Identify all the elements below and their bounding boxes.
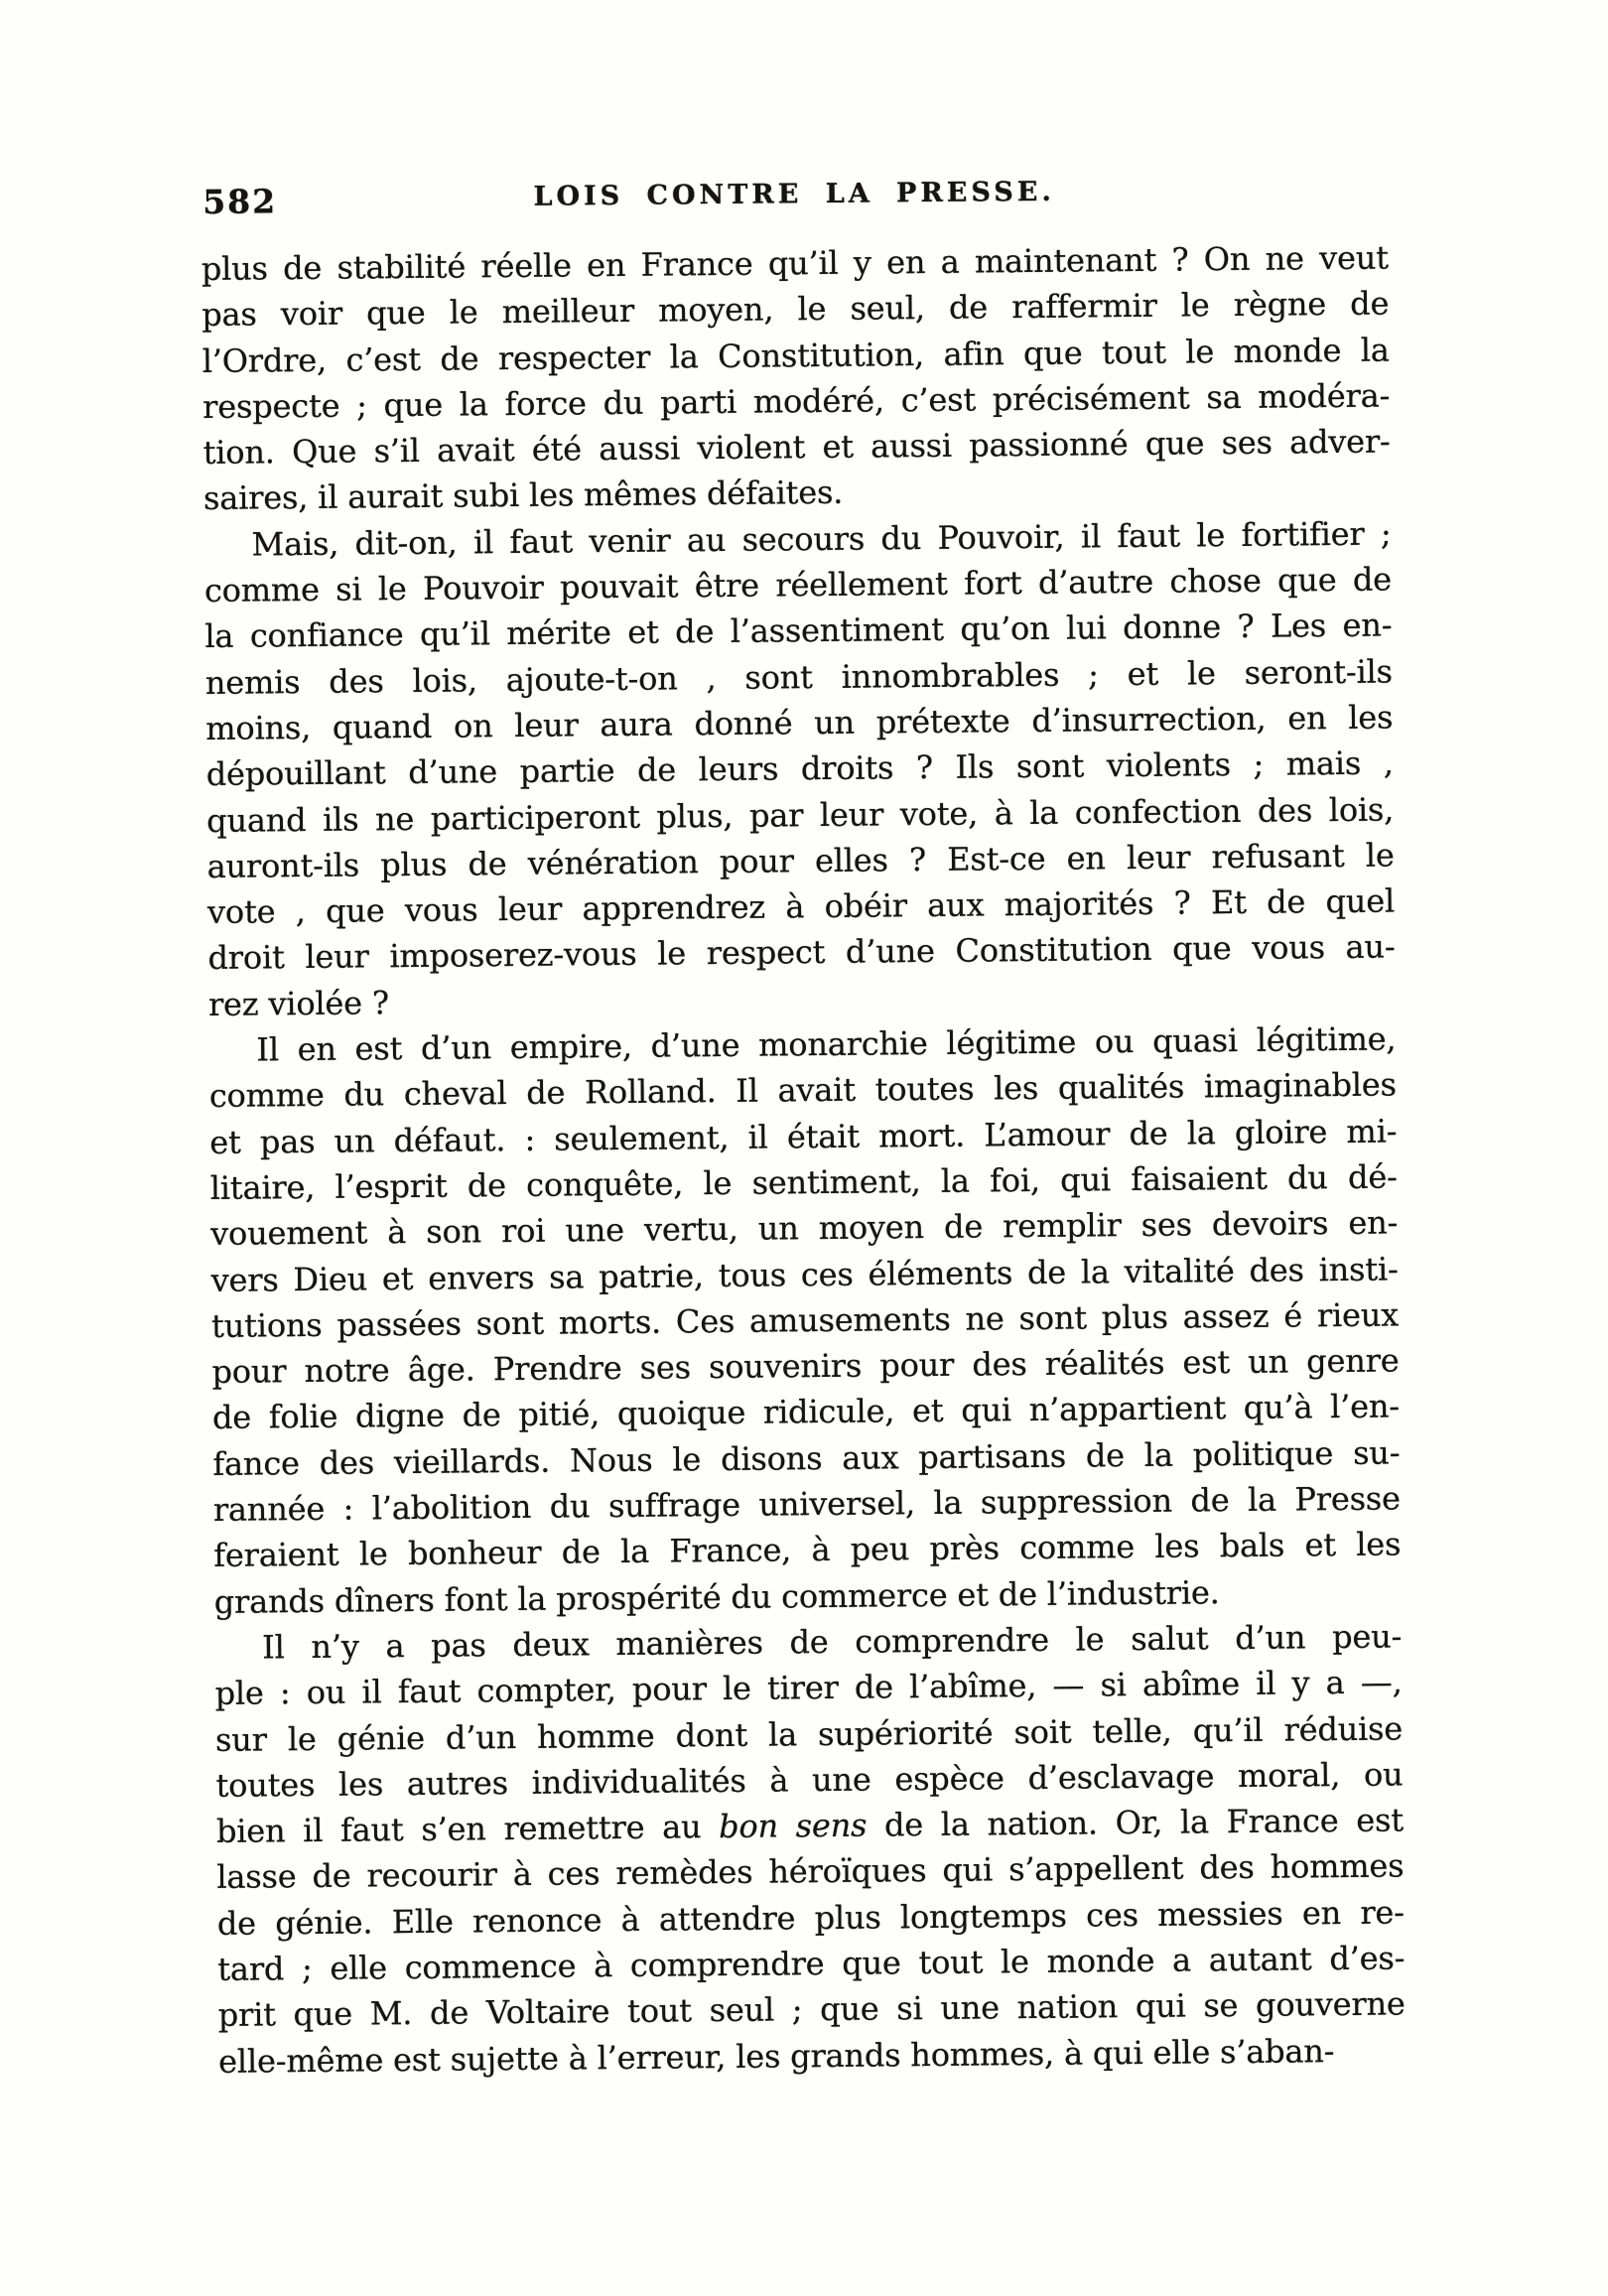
paragraph [203, 510, 1396, 1027]
text-line: l’Ordre, c’est de respecter la Constitution, afin que tout le monde la [201, 331, 1390, 380]
paragraph [214, 1613, 1406, 2084]
italic-text: bon sens [718, 1806, 868, 1846]
text-line: tutions passées sont morts. Ces amusements ne sont plus assez é rieux [210, 1295, 1400, 1345]
text-line: droit leur imposerez-vous le respect d’une Constitution que vous au- [207, 927, 1396, 978]
text-line: ple : ou il faut compter, pour le tirer de l’abîme, — si abîme il y a —, [214, 1663, 1403, 1713]
text-line: la confiance qu’il mérite et de l’assentiment qu’on lui donne ? Les en- [204, 606, 1393, 656]
text-line: nemis des lois, ajoute-t-on , sont innombrables ; et le seront-ils [204, 652, 1393, 702]
text-line: et pas un défaut. : seulement, il était mort. L’amour de la gloire mi- [209, 1112, 1398, 1161]
text-line: Il n’y a pas deux manières de comprendre le salut d’un peu- [262, 1617, 1403, 1667]
text-line: Mais, dit-on, il faut venir au secours du Pouvoir, il faut le fortifier ; [251, 514, 1392, 564]
paragraph [208, 1016, 1402, 1625]
page-content [201, 170, 1406, 2085]
text-line: sur le génie d’un homme dont la supériorité soit telle, qu’il réduise [214, 1708, 1404, 1759]
text-line: Il en est d’un empire, d’une monarchie légitime ou quasi légitime, [256, 1019, 1397, 1069]
text-line: feraient le bonheur de la France, à peu près comme les bals et les [213, 1525, 1402, 1575]
text-line: rannée : l’abolition du suffrage universel, la suppression de la Presse [212, 1479, 1401, 1529]
paragraph [201, 235, 1392, 522]
text-line: auront-ils plus de vénération pour elles ? Est-ce en leur refusant le [206, 836, 1395, 885]
text-line: tion. Que s’il avait été aussi violent et aussi passionné que ses adver- [202, 422, 1391, 473]
text-line: saires, il aurait subi les mêmes défaites. [202, 473, 844, 518]
text-line: tard ; elle commence à comprendre que tout le monde a autant d’es- [217, 1939, 1406, 1988]
text-block [201, 235, 1407, 2085]
text-line: lasse de recourir à ces remèdes héroïques qui s’appellent des hommes [216, 1846, 1405, 1897]
page-number: 582 [202, 182, 278, 221]
text-line: de génie. Elle renonce à attendre plus longtemps ces messies en re- [216, 1893, 1405, 1943]
text-line: fance des vieillards. Nous le disons aux partisans de la politique su- [212, 1433, 1401, 1483]
text-line: vers Dieu et envers sa patrie, tous ces éléments de la vitalité des insti- [210, 1250, 1399, 1299]
text-line: vote , que vous leur apprendrez à obéir aux majorités ? Et de quel [206, 881, 1396, 932]
text-line: prit que M. de Voltaire tout seul ; que si une nation qui se gouverne [217, 1984, 1406, 2035]
text-segment: de la nation. Or, la France est [867, 1801, 1405, 1844]
text-line: de folie digne de pitié, quoique ridicule, et qui n’appartient qu’à l’en- [211, 1387, 1401, 1437]
running-title: LOIS CONTRE LA PRESSE. [533, 176, 1055, 212]
text-line: vouement à son roi une vertu, un moyen de remplir ses devoirs en- [210, 1203, 1399, 1254]
text-line: moins, quand on leur aura donné un prétexte d’insurrection, en les [205, 698, 1394, 747]
text-segment: bien il faut s’en remettre au [215, 1808, 720, 1851]
text-line: respecte ; que la force du parti modéré, c’est précisément sa modéra- [202, 376, 1391, 426]
text-line: pas voir que le meilleur moyen, le seul, de raffermir le règne de [201, 284, 1390, 335]
text-line: litaire, l’esprit de conquête, le sentiment, la foi, qui faisaient du dé- [209, 1157, 1398, 1207]
text-line: grands dîners font la prospérité du commerce et de l’industrie. [213, 1572, 1220, 1621]
text-line: dépouillant d’une partie de leurs droits ? Ils sont violents ; mais , [205, 743, 1394, 794]
text-line: quand ils ne participeront plus, par leur vote, à la confection des lois, [206, 790, 1395, 840]
text-line: pour notre âge. Prendre ses souvenirs pour des réalités est un genre [211, 1341, 1400, 1392]
text-line: elle-même est sujette à l’erreur, les grands hommes, à qui elle s’aban- [218, 2031, 1335, 2081]
text-line: plus de stabilité réelle en France qu’il y en a maintenant ? On ne veut [201, 238, 1389, 288]
text-line: comme si le Pouvoir pouvait être réellement fort d’autre chose que de [203, 560, 1393, 610]
page-header [201, 170, 1388, 222]
text-line: comme du cheval de Rolland. Il avait toutes les qualités imaginables [208, 1065, 1397, 1116]
text-line: toutes les autres individualités à une espèce d’esclavage moral, ou [215, 1755, 1404, 1805]
text-line: rez violée ? [207, 983, 390, 1023]
